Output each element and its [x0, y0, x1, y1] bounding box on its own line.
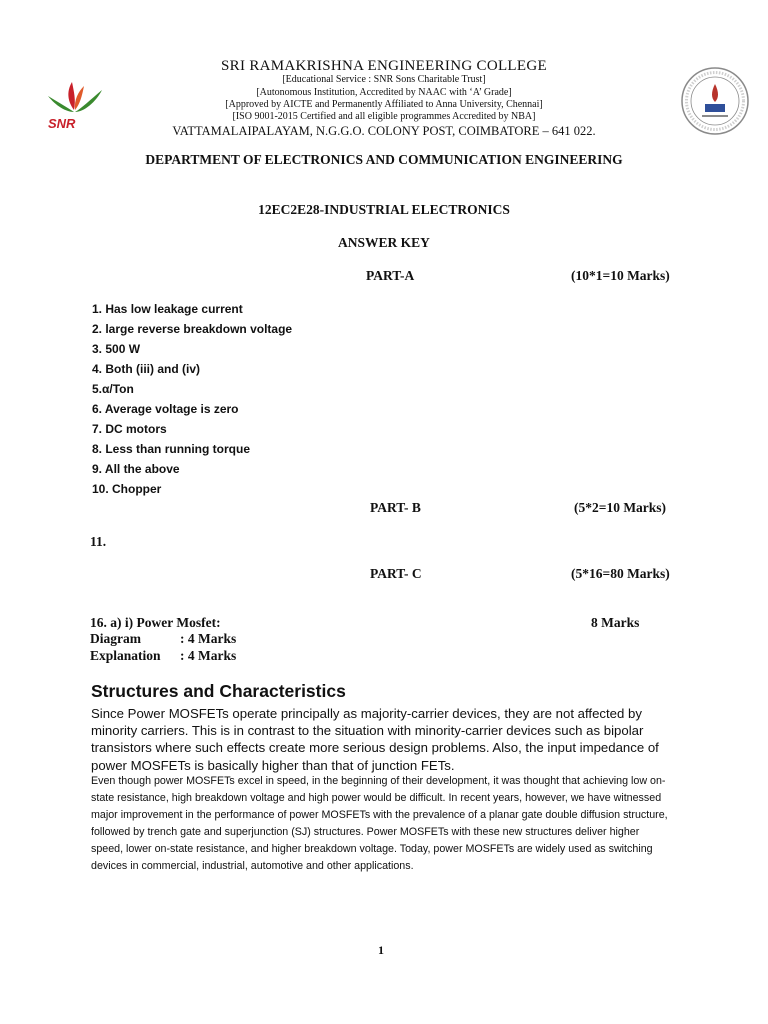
- explanation-value: : 4 Marks: [180, 648, 237, 663]
- list-item: 4. Both (iii) and (iv): [92, 362, 200, 376]
- list-item: 3. 500 W: [92, 342, 141, 356]
- page-number: 1: [378, 943, 384, 957]
- diagram-value: : 4 Marks: [180, 631, 237, 646]
- header-line-iso: [ISO 9001-2015 Certified and all eligible programmes Accredited by NBA]: [232, 111, 536, 122]
- part-a-answer-list: [92, 301, 292, 501]
- explanation-marks-row: [90, 648, 236, 664]
- list-item: 8. Less than running torque: [92, 442, 251, 456]
- header-line-approval: [Approved by AICTE and Permanently Affiliated to Anna University, Chennai]: [225, 99, 543, 110]
- list-item: 2. large reverse breakdown voltage: [92, 322, 293, 336]
- question-11: 11.: [90, 534, 107, 549]
- section-title: Structures and Characteristics: [91, 681, 346, 701]
- header-line-accreditation: [Autonomous Institution, Accredited by NAAC with ‘A’ Grade]: [256, 87, 512, 98]
- part-a-marks: (10*1=10 Marks): [571, 268, 670, 283]
- list-item: 10. Chopper: [92, 482, 162, 496]
- question-16-title: 16. a) i) Power Mosfet:: [90, 615, 221, 630]
- list-item: 7. DC motors: [92, 422, 167, 436]
- part-c-label: PART- C: [370, 566, 422, 581]
- college-address: VATTAMALAIPALAYAM, N.G.G.O. COLONY POST, COIMBATORE – 641 022.: [172, 124, 596, 138]
- department-title: DEPARTMENT OF ELECTRONICS AND COMMUNICATION ENGINEERING: [145, 152, 623, 167]
- course-title: 12EC2E28-INDUSTRIAL ELECTRONICS: [258, 202, 510, 217]
- part-b-marks: (5*2=10 Marks): [574, 500, 667, 515]
- part-a-label: PART-A: [366, 268, 415, 283]
- part-c-marks: (5*16=80 Marks): [571, 566, 670, 581]
- paragraph-development: Even though power MOSFETs excel in speed, in the beginning of their development, it was thought that achieving low on-state resistance, high breakdown voltage and high power would be difficult. In recent years, however, we have witnessed major improvement in the performance of power MOSFETs with the prevalence of a planar gate double diffusion structure, followed by trench gate and superjunction (SJ) structures. Power MOSFETs with these new structures deliver higher speed, lower on-state resistance, and higher breakdown voltage. Today, power MOSFETs are widely used as switching devices in commercial, industrial, automotive and other applications.: [91, 775, 668, 872]
- diagram-label: Diagram: [90, 631, 141, 646]
- list-item: 9. All the above: [92, 462, 180, 476]
- explanation-label: Explanation: [90, 648, 161, 663]
- part-b-label: PART- B: [370, 500, 421, 515]
- header-line-trust: [Educational Service : SNR Sons Charitable Trust]: [282, 74, 486, 85]
- college-name: SRI RAMAKRISHNA ENGINEERING COLLEGE: [221, 58, 547, 74]
- list-item: 5.α/Ton: [92, 382, 134, 396]
- paragraph-intro: Since Power MOSFETs operate principally as majority-carrier devices, they are not affected by minority carriers. This is in contrast to the situation with minority-carrier devices such as bipolar transistors where such effects create more serious design problems. Also, the input impedance of power MOSFETs is basically higher than that of junction FETs.: [91, 706, 659, 773]
- answer-key-title: ANSWER KEY: [338, 235, 430, 250]
- svg-text:SNR: SNR: [48, 116, 76, 131]
- diagram-marks-row: [90, 631, 236, 647]
- question-16-marks: 8 Marks: [591, 615, 640, 630]
- list-item: 6. Average voltage is zero: [92, 402, 239, 416]
- list-item: 1. Has low leakage current: [92, 302, 243, 316]
